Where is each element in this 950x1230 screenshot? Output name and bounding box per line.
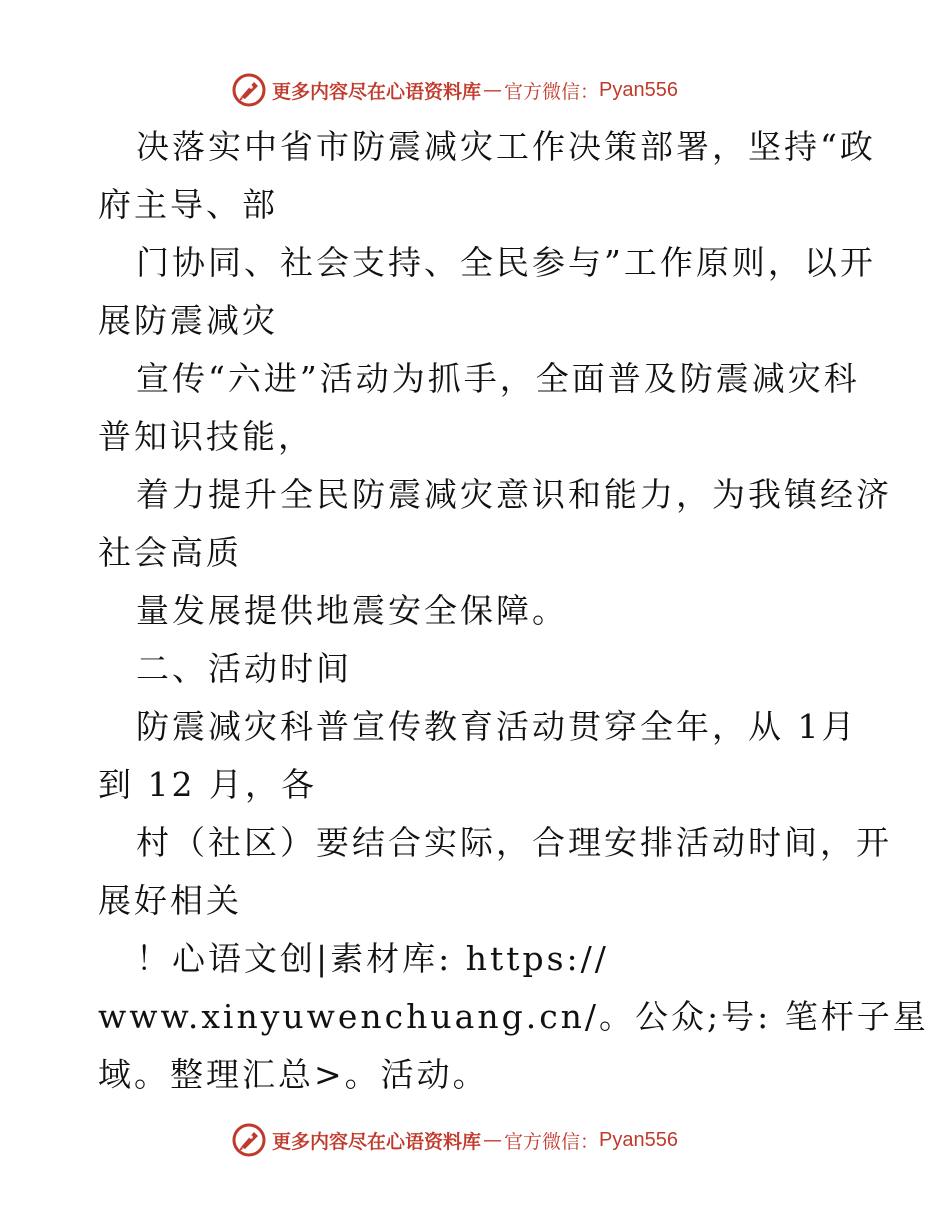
body-line: 防震减灾科普宣传教育活动贯穿全年，从 1月 [136, 707, 858, 746]
pen-nib-logo-icon [232, 1123, 266, 1157]
banner-dash: — [483, 1129, 503, 1151]
body-line: 到 12 月，各 [98, 765, 317, 804]
body-line: ！心语文创|素材库: https:// [136, 939, 609, 978]
body-line: 着力提升全民防震减灾意识和能力，为我镇经济 [136, 475, 892, 514]
body-line: 决落实中省市防震减灾工作决策部署，坚持“政 [136, 127, 876, 166]
body-line: 社会高质 [98, 533, 242, 572]
banner-dash: — [483, 79, 503, 101]
body-line: 普知识技能， [98, 417, 314, 456]
body-line: 展好相关 [98, 881, 242, 920]
footer-banner [232, 1120, 678, 1160]
body-line: 村（社区）要结合实际，合理安排活动时间，开 [136, 823, 892, 862]
body-line: 宣传“六进”活动为抓手，全面普及防震减灾科 [136, 359, 860, 398]
banner-main-text: 更多内容尽在心语资料库 [272, 80, 482, 103]
body-line-url: www.xinyuwenchuang.cn/。公众;号: 笔杆子星 [98, 997, 929, 1036]
banner-sub-text: 官方微信： [504, 80, 600, 103]
body-line: 量发展提供地震安全保障。 [136, 591, 568, 630]
banner-wechat-id: Pyan556 [599, 78, 678, 101]
body-line: 门协同、社会支持、全民参与”工作原则，以开 [136, 243, 876, 282]
banner-wechat-id: Pyan556 [599, 1128, 678, 1151]
banner-sub-text: 官方微信： [504, 1130, 600, 1153]
body-line: 府主导、部 [98, 185, 278, 224]
body-line: 域。整理汇总>。活动。 [98, 1055, 489, 1094]
banner-main-text: 更多内容尽在心语资料库 [272, 1130, 482, 1153]
header-banner [232, 70, 678, 110]
section-heading: 二、活动时间 [136, 649, 352, 688]
document-body [98, 118, 929, 1104]
pen-nib-logo-icon [232, 73, 266, 107]
body-line: 展防震减灾 [98, 301, 278, 340]
